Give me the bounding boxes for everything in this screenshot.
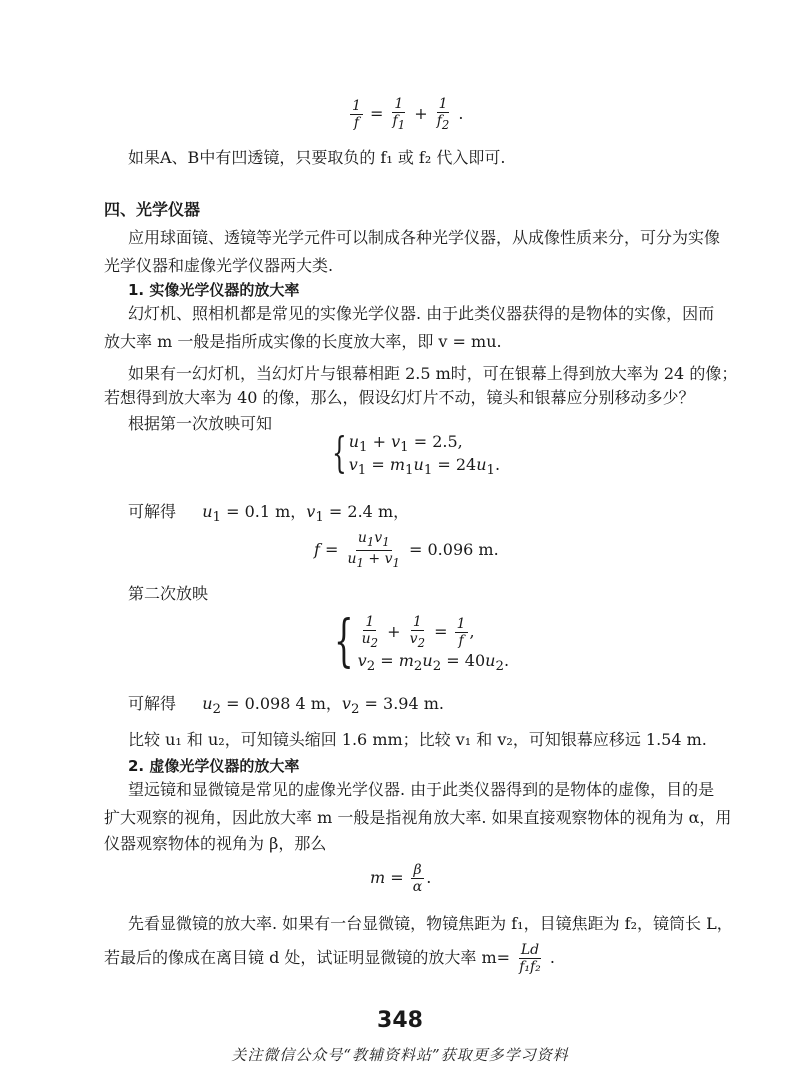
solve-1-row — [128, 498, 409, 532]
first-system-line-2: $v_1 = m_1u_1 = 24u_1$. — [348, 455, 501, 479]
sub2-para-line-1: 望远镜和显微镜是常见的虚像光学仪器. 由于此类仪器得到的是物体的虚像，目的是 — [128, 780, 715, 799]
solve-2-row — [128, 690, 444, 724]
section-4-para-line-1: 应用球面镜、透镜等光学元件可以制成各种光学仪器，从成像性质来分，可分为实像 — [128, 228, 721, 247]
subsection-2-title: 2. 虚像光学仪器的放大率 — [128, 757, 300, 775]
solve-2-result: $u_2 = 0.098$ 4 m，$v_2 = 3.94$ m. — [202, 694, 444, 718]
second-system-line-1: $\frac{1}{u_2}$ + $\frac{1}{v_2}$ = $\frac{1}{f}$ , — [361, 614, 475, 650]
footer-watermark-text: 关注微信公众号“教辅资料站”获取更多学习资料 — [231, 1046, 569, 1064]
sub1-para-line-1: 幻灯机、照相机都是常见的实像光学仪器. 由于此类仪器获得的是物体的实像，因而 — [128, 304, 715, 323]
solve-2-label: 可解得 — [128, 694, 177, 713]
microscope-fraction-denominator: f₁f₂ — [519, 959, 541, 975]
sub2-para-line-3: 仪器观察物体的视角为 β，那么 — [104, 834, 327, 853]
example-line-2: 若想得到放大率为 40 的像，那么，假设幻灯片不动，镜头和银幕应分别移动多少？ — [104, 388, 695, 407]
microscope-line-2-text: 若最后的像成在离目镜 d 处，试证明显微镜的放大率 m= — [104, 948, 511, 967]
first-projection-label: 根据第一次放映可知 — [128, 414, 273, 433]
subsection-1-title: 1. 实像光学仪器的放大率 — [128, 281, 300, 299]
sub1-para-line-2: 放大率 m 一般是指所成实像的长度放大率，即 v = mu. — [104, 332, 502, 351]
microscope-line-2-end: . — [549, 948, 555, 967]
comparison-text: 比较 u₁ 和 u₂，可知镜头缩回 1.6 mm；比较 v₁ 和 v₂，可知银幕应移远 1.54 m. — [128, 730, 707, 749]
solve-1-result: $u_1 = 0.1$ m，$v_1 = 2.4$ m， — [202, 502, 410, 526]
microscope-fraction — [517, 942, 543, 975]
microscope-fraction-numerator: Ld — [520, 942, 540, 958]
section-4-title: 四、光学仪器 — [104, 200, 201, 219]
equation-lens-formula: $\frac{1}{f}$ = $\frac{1}{f_1}$ + $\frac{1}{f_2}$ . — [352, 96, 464, 132]
section-4-para-line-2: 光学仪器和虚像光学仪器两大类. — [104, 256, 334, 275]
equation-angular-magnification: m = $\frac{\beta}{\alpha}$ . — [370, 862, 432, 895]
second-system-line-2: $v_2 = m_2u_2 = 40u_2$. — [357, 650, 510, 674]
page-number: 348 — [377, 1008, 423, 1033]
first-system-line-1: $u_1 + v_1 = 2.5$, — [348, 432, 463, 456]
concave-note: 如果A、B中有凹透镜，只要取负的 f₁ 或 f₂ 代入即可. — [128, 148, 506, 167]
solve-1-label: 可解得 — [128, 502, 177, 521]
equation-first-system: { $u_1 + v_1 = 2.5$, $v_1 = m_1u_1 = 24u_1$. — [332, 428, 501, 479]
example-line-1: 如果有一幻灯机，当幻灯片与银幕相距 2.5 m时，可在银幕上得到放大率为 24 的像； — [128, 364, 738, 383]
second-projection-label: 第二次放映 — [128, 584, 209, 603]
equation-second-system: { $\frac{1}{u_2}$ + $\frac{1}{v_2}$ = $\frac{1}{f}$ , $v_2 = m_2u_2 = 40u_2$. — [334, 609, 510, 674]
equation-focal-result: f = $\frac{u_1v_1}{u_1 + v_1}$ = 0.096 m. — [314, 530, 499, 570]
microscope-line-1: 先看显微镜的放大率. 如果有一台显微镜，物镜焦距为 f₁，目镜焦距为 f₂，镜筒长 L， — [128, 914, 733, 933]
sub2-para-line-2: 扩大观察的视角，因此放大率 m 一般是指视角放大率. 如果直接观察物体的视角为 α，用 — [104, 808, 732, 827]
microscope-line-2 — [104, 942, 555, 975]
